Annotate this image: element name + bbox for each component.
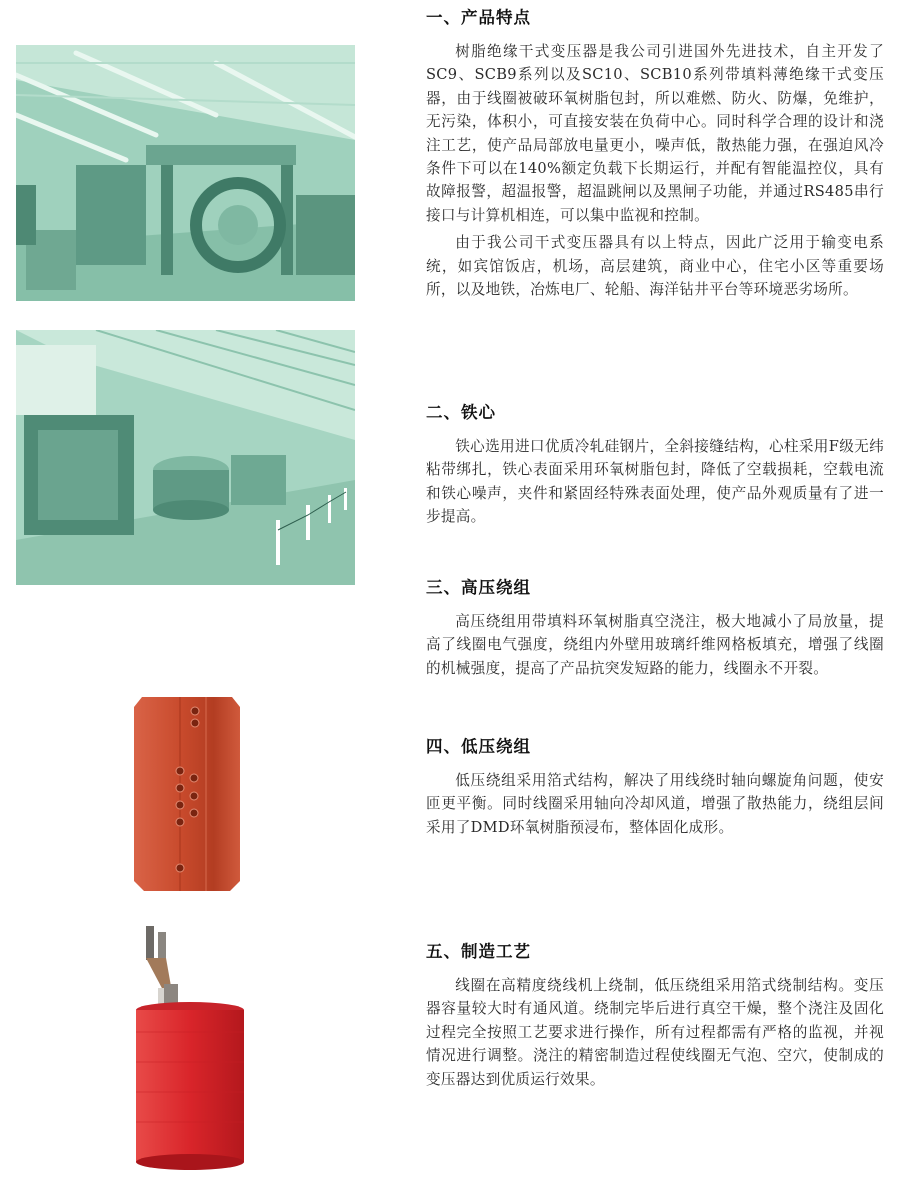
section-paragraph: 高压绕组用带填料环氧树脂真空浇注，极大地减小了局放量，提高了线圈电气强度，绕组内外壁用玻璃纤维网格板填充，增强了线圈的机械强度，提高了产品抗突发短路的能力，线圈永不开裂。	[426, 613, 884, 677]
section-product-features	[426, 4, 884, 301]
factory-casting-photo	[16, 330, 355, 585]
section-iron-core	[426, 399, 884, 529]
section-paragraph: 树脂绝缘干式变压器是我公司引进国外先进技术，自主开发了SC9、SCB9系列以及SC10、SCB10系列带填料薄绝缘干式变压器，由于线圈被破环氧树脂包封，所以难燃、防火、防爆，免维护，无污染，体积小，可直接安装在负荷中心。同时科学合理的设计和浇注工艺，使产品局部放电量更小，噪声低，散热能力强，在强迫风冷条件下可以在140%额定负载下长期运行，并配有智能温控仪，具有故障报警，超温报警，超温跳闸以及黑闸子功能，并通过RS485串行接口与计算机相连，可以集中监视和控制。	[426, 43, 884, 224]
section-title: 二、铁心	[426, 403, 496, 422]
factory-winding-photo	[16, 45, 355, 301]
section-paragraph: 铁心选用进口优质冷轧硅钢片，全斜接缝结构，心柱采用F级无纬粘带绑扎，铁心表面采用环氧树脂包封，降低了空载损耗，空载电流和铁心噪声，夹件和紧固经特殊表面处理，使产品外观质量有了进一步提高。	[426, 438, 884, 526]
section-paragraph: 由于我公司干式变压器具有以上特点，因此广泛用于输变电系统，如宾馆饭店，机场，高层建筑，商业中心，住宅小区等重要场所，以及地铁，冶炼电厂、轮船、海洋钻井平台等环境恶劣场所。	[426, 234, 884, 299]
section-title: 四、低压绕组	[426, 737, 531, 756]
section-title: 三、高压绕组	[426, 578, 531, 597]
section-title: 一、产品特点	[426, 8, 531, 27]
section-paragraph: 低压绕组采用箔式结构，解决了用线绕时轴向螺旋角问题，使安匝更平衡。同时线圈采用轴向冷却风道，增强了散热能力，绕组层间采用了DMD环氧树脂预浸布，整体固化成形。	[426, 772, 884, 836]
low-voltage-coil-photo	[132, 693, 242, 893]
section-high-voltage-winding	[426, 574, 884, 680]
high-voltage-coil-photo	[128, 922, 246, 1174]
section-manufacturing-process	[426, 938, 884, 1091]
section-title: 五、制造工艺	[426, 942, 531, 961]
section-paragraph: 线圈在高精度绕线机上绕制，低压绕组采用箔式绕制结构。变压器容量较大时有通风道。绕制完毕后进行真空干燥，整个浇注及固化过程完全按照工艺要求进行操作，所有过程都需有严格的监视，并视情况进行调整。浇注的精密制造过程使线圈无气泡、空穴，使制成的变压器达到优质运行效果。	[426, 977, 884, 1088]
section-low-voltage-winding	[426, 733, 884, 839]
